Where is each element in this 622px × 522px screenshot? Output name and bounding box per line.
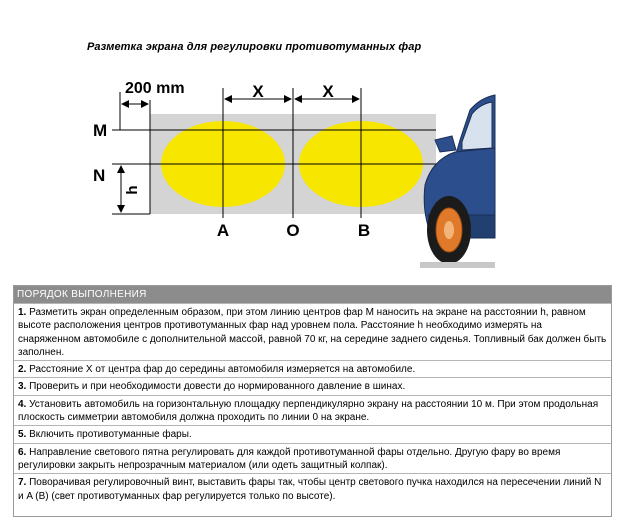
procedure-step: [14, 473, 611, 504]
dim-200mm-label: 200 mm: [125, 80, 185, 97]
procedure-step: [14, 425, 611, 442]
step-number: 7.: [18, 477, 27, 489]
step-number: 4.: [18, 398, 27, 410]
step-text: Расстояние X от центра фар до середины автомобиля измеряется на автомобиле.: [26, 364, 416, 376]
step-text: Направление светового пятна регулировать для каждой противотуманной фары отдельно. Другую фару во время регулировки закрыть непрозрачным материалом (или одеть защитный колпак).: [18, 446, 561, 471]
step-number: 2.: [18, 364, 27, 376]
step-text: Проверить и при необходимости довести до нормированного давление в шинах.: [26, 381, 406, 393]
label-o: O: [286, 221, 300, 240]
label-b: B: [357, 221, 371, 240]
procedure-panel: [13, 285, 612, 517]
procedure-step: [14, 395, 611, 426]
dim-x-left-label: X: [252, 82, 264, 101]
dim-h-label: h: [124, 185, 141, 195]
step-text: Поворачивая регулировочный винт, выставить фары так, чтобы центр светового пучка находился на пересечении линий N и A (B) (свет противотуманных фар регулируется только по высоте).: [18, 477, 602, 502]
procedure-step: [14, 443, 611, 474]
procedure-step: [14, 303, 611, 360]
step-text: Включить противотуманные фары.: [26, 429, 192, 441]
step-number: 5.: [18, 429, 27, 441]
step-text: Установить автомобиль на горизонтальную площадку перпендикулярно экрану на расстоянии 10 м. При этом продольная плоскость симметрии автомобиля должна проходить по линии 0 на экране.: [18, 398, 599, 424]
label-m: M: [93, 121, 108, 140]
step-number: 3.: [18, 381, 27, 393]
step-number: 1.: [18, 307, 27, 318]
diagram-title: Разметка экрана для регулировки противотуманных фар: [87, 41, 422, 53]
step-number: 6.: [18, 446, 27, 458]
label-n: N: [93, 166, 106, 185]
label-a: A: [216, 221, 230, 240]
dim-x-right-label: X: [322, 82, 334, 101]
procedure-header: ПОРЯДОК ВЫПОЛНЕНИЯ: [14, 286, 611, 303]
step-text: Разметить экран определенным образом, при этом линию центров фар M наносить на экране на расстоянии h, равном высоте расположения центров противотуманных фар над уровнем пола. Расстояние h необходимо измерять на снаряженном автомобиле с дополнительной массой, равной 70 кг, на середине заднего сиденья. Топливный бак должен быть заполнен.: [18, 307, 607, 358]
procedure-step: [14, 360, 611, 377]
procedure-step: [14, 377, 611, 394]
